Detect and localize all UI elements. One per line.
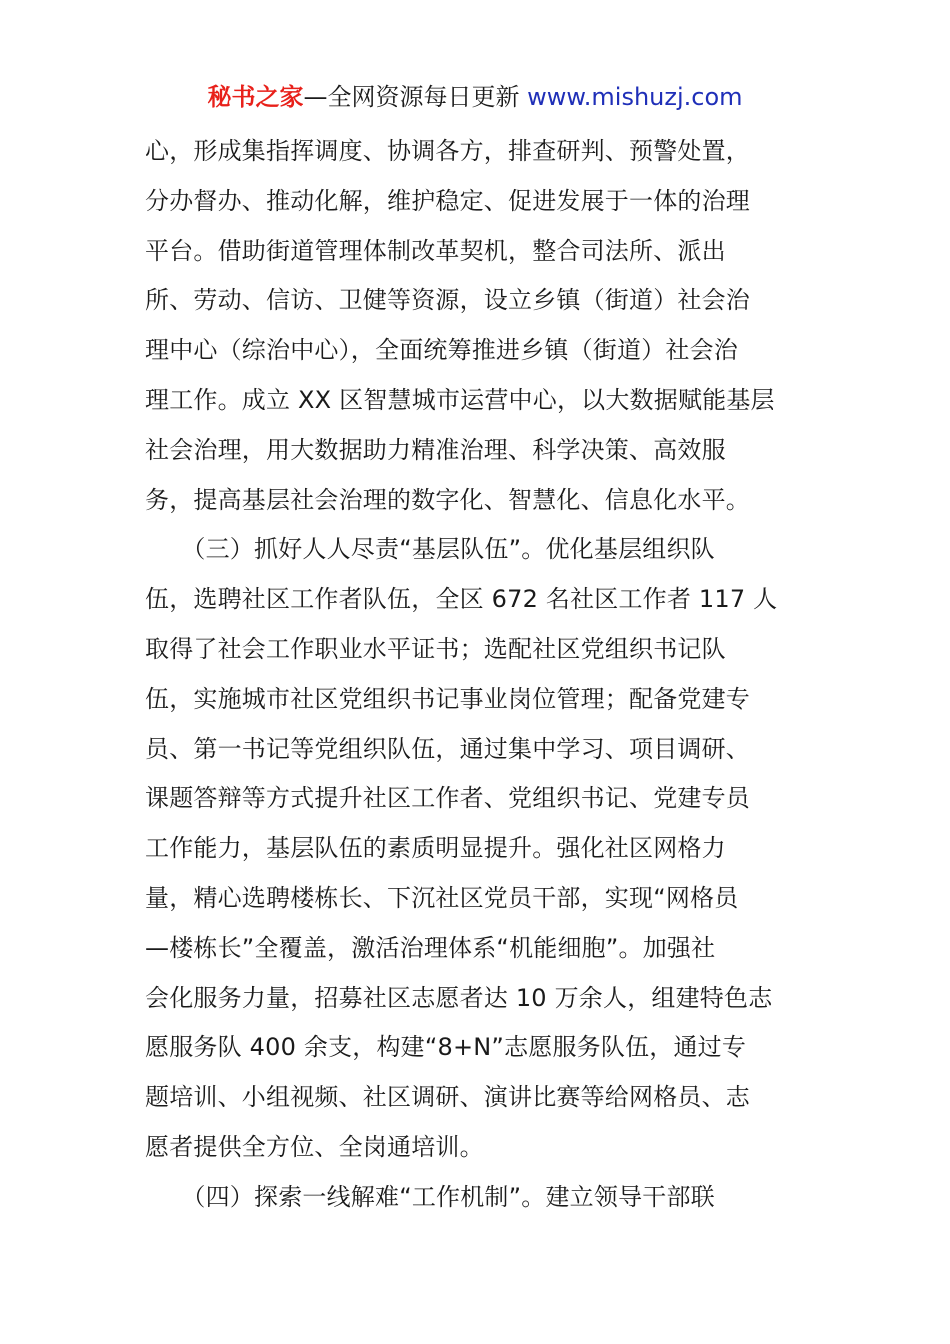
text-line: 分办督办、推动化解，维护稳定、促进发展于一体的治理 bbox=[145, 186, 750, 215]
document-body bbox=[145, 127, 813, 1223]
text-line: 伍，选聘社区工作者队伍，全区 672 名社区工作者 117 人 bbox=[145, 585, 778, 614]
text-line: 社会治理，用大数据助力精准治理、科学决策、高效服 bbox=[145, 435, 726, 464]
text-line: 平台。借助街道管理体制改革契机，整合司法所、派出 bbox=[145, 236, 726, 265]
text-line: 所、劳动、信访、卫健等资源，设立乡镇（街道）社会治 bbox=[145, 286, 750, 315]
text-line: 课题答辩等方式提升社区工作者、党组织书记、党建专员 bbox=[145, 784, 750, 813]
text-line: 会化服务力量，招募社区志愿者达 10 万余人，组建特色志 bbox=[145, 983, 773, 1012]
page-header bbox=[0, 80, 950, 114]
text-line: 愿者提供全方位、全岗通培训。 bbox=[145, 1132, 484, 1161]
text-line: 工作能力，基层队伍的素质明显提升。强化社区网格力 bbox=[145, 834, 726, 863]
header-tagline: —全网资源每日更新 bbox=[303, 83, 528, 111]
text-line: 愿服务队 400 余支，构建“8+N”志愿服务队伍，通过专 bbox=[145, 1033, 747, 1062]
section-heading-line: （四）探索一线解难“工作机制”。建立领导干部联 bbox=[145, 1182, 715, 1211]
text-line: 理中心（综治中心），全面统筹推进乡镇（街道）社会治 bbox=[145, 336, 738, 365]
text-line: 量，精心选聘楼栋长、下沉社区党员干部，实现“网格员 bbox=[145, 883, 739, 912]
text-line: 心，形成集指挥调度、协调各方，排查研判、预警处置， bbox=[145, 137, 750, 165]
text-line: 员、第一书记等党组织队伍，通过集中学习、项目调研、 bbox=[145, 734, 750, 763]
text-line: 题培训、小组视频、社区调研、演讲比赛等给网格员、志 bbox=[145, 1083, 750, 1112]
text-line: 务，提高基层社会治理的数字化、智慧化、信息化水平。 bbox=[145, 485, 750, 514]
text-line: 取得了社会工作职业水平证书；选配社区党组织书记队 bbox=[145, 634, 726, 663]
text-line: —楼栋长”全覆盖，激活治理体系“机能细胞”。加强社 bbox=[145, 933, 716, 962]
text-line: 伍，实施城市社区党组织书记事业岗位管理；配备党建专 bbox=[145, 684, 750, 713]
brand-name: 秘书之家 bbox=[207, 83, 304, 111]
text-line: 理工作。成立 XX 区智慧城市运营中心，以大数据赋能基层 bbox=[145, 385, 775, 414]
section-heading-line: （三）抓好人人尽责“基层队伍”。优化基层组织队 bbox=[145, 535, 715, 564]
site-url-link[interactable]: www.mishuzj.com bbox=[527, 83, 743, 111]
